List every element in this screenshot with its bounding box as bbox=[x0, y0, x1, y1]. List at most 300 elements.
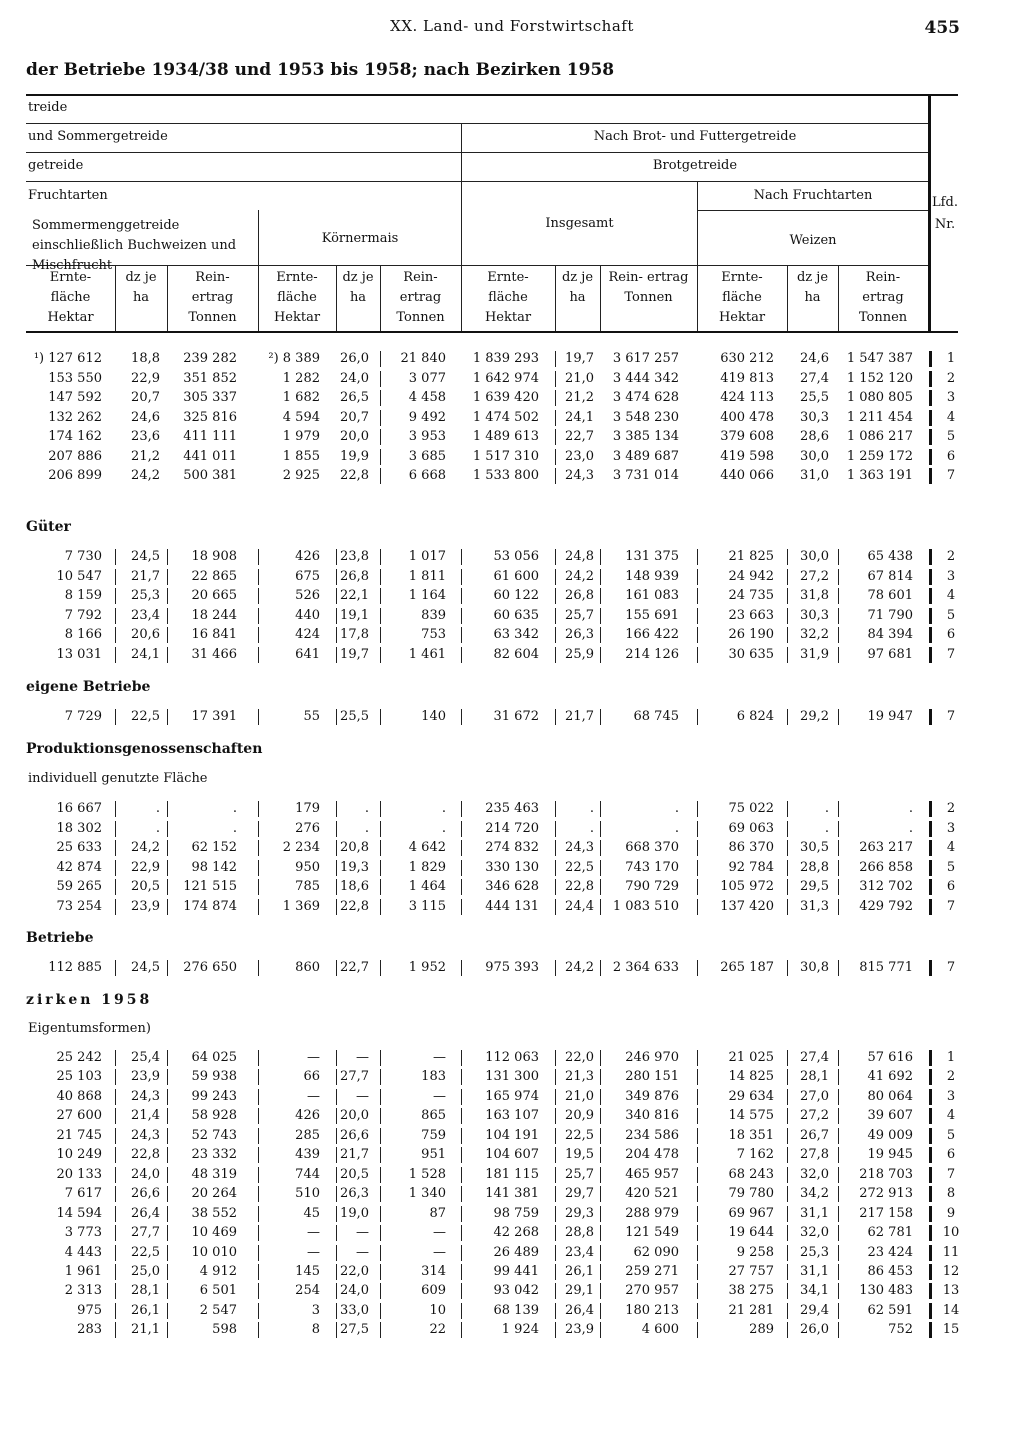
column-separator bbox=[461, 1303, 462, 1319]
column-separator bbox=[380, 1245, 381, 1261]
table-cell: 21,0 bbox=[565, 1088, 594, 1104]
column-separator bbox=[555, 960, 556, 976]
table-cell: 48 319 bbox=[191, 1166, 237, 1182]
column-separator bbox=[167, 1322, 168, 1338]
column-separator bbox=[555, 1186, 556, 1202]
table-cell: 183 bbox=[421, 1069, 446, 1085]
subheader-tons-0: Rein- ertrag Tonnen bbox=[188, 270, 237, 325]
column-separator bbox=[336, 1322, 337, 1338]
table-row bbox=[0, 567, 1024, 587]
column-separator bbox=[167, 1186, 168, 1202]
table-cell: 19,1 bbox=[340, 607, 369, 623]
column-separator bbox=[336, 801, 337, 817]
table-cell: 80 064 bbox=[867, 1088, 913, 1104]
column-separator bbox=[167, 1069, 168, 1085]
table-cell: 27 757 bbox=[728, 1263, 774, 1279]
column-separator bbox=[600, 627, 601, 643]
table-cell: 27 600 bbox=[56, 1108, 102, 1124]
row-number: 2 bbox=[946, 1069, 956, 1085]
table-cell: 41 692 bbox=[867, 1069, 913, 1085]
table-cell: 62 152 bbox=[191, 840, 237, 855]
table-row bbox=[0, 1204, 1024, 1224]
row-number: 5 bbox=[946, 607, 956, 623]
table-row bbox=[0, 1106, 1024, 1126]
table-cell: 235 463 bbox=[485, 801, 539, 816]
table-cell: 22,9 bbox=[131, 859, 160, 875]
column-separator bbox=[697, 1245, 698, 1261]
column-separator bbox=[697, 1128, 698, 1144]
table-cell: 27,2 bbox=[800, 568, 829, 584]
table-cell: 272 913 bbox=[859, 1186, 913, 1202]
table-cell: 22 bbox=[429, 1322, 446, 1338]
table-cell: 1 340 bbox=[408, 1186, 446, 1202]
table-cell: 21,7 bbox=[340, 1147, 369, 1163]
column-separator bbox=[787, 860, 788, 876]
table-cell: 3 685 bbox=[408, 448, 446, 464]
header-weizen: Weizen bbox=[789, 233, 837, 248]
column-separator bbox=[336, 1089, 337, 1105]
table-cell: 20,6 bbox=[131, 627, 160, 642]
table-cell: 26,4 bbox=[565, 1302, 594, 1318]
column-separator bbox=[167, 1167, 168, 1183]
table-cell: 66 bbox=[303, 1069, 320, 1085]
column-separator bbox=[336, 1264, 337, 1280]
column-separator bbox=[697, 960, 698, 976]
table-cell: 1 961 bbox=[64, 1263, 102, 1279]
column-separator bbox=[697, 860, 698, 876]
table-cell: 1 639 420 bbox=[472, 390, 539, 405]
column-separator bbox=[167, 1283, 168, 1299]
table-cell: 25 103 bbox=[56, 1069, 102, 1085]
row-number: 7 bbox=[946, 468, 956, 483]
table-cell: 99 243 bbox=[191, 1088, 237, 1104]
column-separator bbox=[115, 899, 116, 915]
column-separator bbox=[600, 1283, 601, 1299]
column-separator bbox=[600, 588, 601, 604]
table-cell: 69 967 bbox=[728, 1205, 774, 1221]
table-cell: 598 bbox=[212, 1322, 237, 1338]
column-separator bbox=[555, 899, 556, 915]
column-separator bbox=[838, 879, 839, 895]
column-separator bbox=[697, 1303, 698, 1319]
table-cell: 31 672 bbox=[493, 709, 539, 724]
table-cell: 31,3 bbox=[800, 898, 829, 914]
column-separator bbox=[461, 1186, 462, 1202]
table-cell: 1 083 510 bbox=[612, 898, 679, 914]
column-separator bbox=[115, 960, 116, 976]
table-row bbox=[0, 1087, 1024, 1107]
lfd-separator-bar bbox=[929, 860, 932, 876]
column-separator bbox=[167, 569, 168, 585]
table-cell: 31,0 bbox=[800, 468, 829, 483]
table-cell: 630 212 bbox=[720, 351, 774, 366]
column-separator bbox=[555, 390, 556, 406]
table-row bbox=[0, 1184, 1024, 1204]
column-separator bbox=[697, 569, 698, 585]
column-separator bbox=[461, 647, 462, 663]
header-brotgetreide: Brotgetreide bbox=[652, 158, 738, 173]
section-title-1: Güter bbox=[26, 519, 71, 535]
column-separator bbox=[838, 588, 839, 604]
table-cell: 20,9 bbox=[565, 1108, 594, 1124]
row-number: 2 bbox=[946, 801, 956, 816]
column-separator bbox=[838, 1264, 839, 1280]
column-separator bbox=[115, 879, 116, 895]
column-separator bbox=[838, 1147, 839, 1163]
table-cell: 67 814 bbox=[867, 568, 913, 584]
column-separator bbox=[380, 351, 381, 367]
row-number: 7 bbox=[946, 1166, 956, 1182]
section-title-3: Produktionsgenossenschaften bbox=[26, 741, 263, 757]
column-separator bbox=[461, 588, 462, 604]
table-cell: 1 924 bbox=[501, 1322, 539, 1338]
column-separator bbox=[600, 899, 601, 915]
column-separator bbox=[697, 647, 698, 663]
table-row bbox=[0, 1126, 1024, 1146]
table-cell: 27,7 bbox=[340, 1069, 369, 1085]
table-cell: 69 063 bbox=[728, 820, 774, 836]
table-cell: 31,8 bbox=[800, 588, 829, 603]
column-separator bbox=[787, 1206, 788, 1222]
table-cell: 246 970 bbox=[625, 1050, 679, 1065]
column-separator bbox=[115, 1108, 116, 1124]
table-cell: 744 bbox=[295, 1166, 320, 1182]
table-cell: 79 780 bbox=[728, 1186, 774, 1202]
running-head: XX. Land- und Forstwirtschaft bbox=[390, 17, 634, 35]
column-separator bbox=[787, 1303, 788, 1319]
table-cell: 4 912 bbox=[199, 1263, 237, 1279]
column-separator bbox=[336, 627, 337, 643]
column-separator bbox=[461, 709, 462, 725]
column-separator bbox=[600, 1167, 601, 1183]
column-separator bbox=[555, 1108, 556, 1124]
table-cell: 675 bbox=[295, 568, 320, 584]
table-cell: 10 010 bbox=[191, 1244, 237, 1260]
table-cell: 2 313 bbox=[64, 1283, 102, 1299]
table-cell: 7 617 bbox=[64, 1186, 102, 1202]
table-cell: 62 781 bbox=[867, 1225, 913, 1241]
column-separator bbox=[838, 1089, 839, 1105]
column-separator bbox=[115, 1206, 116, 1222]
table-row bbox=[0, 349, 1024, 369]
column-separator bbox=[600, 1069, 601, 1085]
column-separator bbox=[167, 1147, 168, 1163]
table-cell: 815 771 bbox=[859, 960, 913, 975]
column-separator bbox=[167, 1050, 168, 1066]
lfd-separator-bar bbox=[929, 1303, 932, 1319]
lfd-separator-bar bbox=[929, 569, 932, 585]
column-separator bbox=[167, 960, 168, 976]
table-cell: 21 281 bbox=[728, 1302, 774, 1318]
table-row bbox=[0, 466, 1024, 486]
table-cell: 424 bbox=[295, 627, 320, 642]
table-cell: 30,3 bbox=[800, 409, 829, 425]
page-number: 455 bbox=[924, 18, 960, 38]
column-separator bbox=[336, 569, 337, 585]
column-separator bbox=[115, 1050, 116, 1066]
lfd-separator-bar bbox=[929, 1128, 932, 1144]
column-separator bbox=[600, 821, 601, 837]
column-separator bbox=[461, 1147, 462, 1163]
lfd-separator-bar bbox=[929, 801, 932, 817]
column-separator bbox=[258, 840, 259, 856]
table-cell: 131 300 bbox=[485, 1069, 539, 1085]
table-cell: 25,3 bbox=[131, 588, 160, 603]
table-cell: 285 bbox=[295, 1127, 320, 1143]
table-cell: 22,8 bbox=[131, 1147, 160, 1163]
table-cell: 207 886 bbox=[48, 448, 102, 464]
table-cell: 18 351 bbox=[728, 1127, 774, 1143]
table-cell: 31,1 bbox=[800, 1205, 829, 1221]
table-cell: 93 042 bbox=[493, 1283, 539, 1299]
column-separator bbox=[838, 899, 839, 915]
column-separator bbox=[258, 627, 259, 643]
column-separator bbox=[838, 1245, 839, 1261]
table-cell: 22,0 bbox=[340, 1263, 369, 1279]
table-cell: 26,5 bbox=[340, 390, 369, 405]
subheader-yield-3: dz je ha bbox=[796, 270, 829, 305]
table-cell: 22,0 bbox=[565, 1050, 594, 1065]
column-separator bbox=[167, 608, 168, 624]
table-cell: 22,1 bbox=[340, 588, 369, 603]
table-cell: 23,8 bbox=[340, 549, 369, 564]
column-separator bbox=[838, 608, 839, 624]
lfd-separator-bar bbox=[929, 1264, 932, 1280]
subheader-area-2: Ernte- fläche Hektar bbox=[484, 270, 532, 325]
table-cell: 18,6 bbox=[340, 879, 369, 894]
column-separator bbox=[336, 879, 337, 895]
table-cell: 23,9 bbox=[565, 1322, 594, 1338]
table-cell: 20,8 bbox=[340, 840, 369, 855]
table-cell: 145 bbox=[295, 1263, 320, 1279]
table-cell: 34,1 bbox=[800, 1283, 829, 1299]
table-cell: 2 547 bbox=[199, 1302, 237, 1318]
table-cell: 23 332 bbox=[191, 1147, 237, 1163]
table-cell: — bbox=[307, 1244, 320, 1260]
lfd-separator-bar bbox=[929, 879, 932, 895]
column-separator bbox=[336, 821, 337, 837]
table-row bbox=[0, 427, 1024, 447]
table-row bbox=[0, 1320, 1024, 1340]
table-cell: 4 458 bbox=[408, 390, 446, 405]
table-cell: . bbox=[232, 801, 237, 816]
subheader-tons-1: Rein- ertrag Tonnen bbox=[396, 270, 445, 325]
column-separator bbox=[336, 608, 337, 624]
table-cell: 61 600 bbox=[493, 568, 539, 584]
column-separator bbox=[838, 709, 839, 725]
column-separator bbox=[380, 1264, 381, 1280]
column-separator bbox=[697, 1186, 698, 1202]
table-cell: 234 586 bbox=[625, 1127, 679, 1143]
table-cell: 951 bbox=[421, 1147, 446, 1163]
column-separator bbox=[838, 860, 839, 876]
table-cell: . bbox=[364, 801, 369, 816]
table-cell: 174 162 bbox=[48, 429, 102, 444]
table-cell: 86 453 bbox=[867, 1263, 913, 1279]
column-separator bbox=[258, 1206, 259, 1222]
column-separator bbox=[258, 1069, 259, 1085]
table-cell: 6 501 bbox=[199, 1283, 237, 1299]
column-separator bbox=[555, 840, 556, 856]
table-cell: 84 394 bbox=[867, 627, 913, 642]
table-cell: 975 bbox=[77, 1302, 102, 1318]
column-separator bbox=[787, 1167, 788, 1183]
column-separator bbox=[787, 1069, 788, 1085]
table-cell: 3 bbox=[311, 1302, 320, 1318]
row-number: 6 bbox=[946, 627, 956, 642]
column-separator bbox=[600, 1206, 601, 1222]
column-separator bbox=[787, 588, 788, 604]
table-cell: 7 792 bbox=[64, 607, 102, 623]
column-separator bbox=[258, 1147, 259, 1163]
table-cell: 21 840 bbox=[400, 351, 446, 366]
column-separator bbox=[697, 1167, 698, 1183]
column-separator bbox=[258, 1050, 259, 1066]
lfd-separator-bar bbox=[929, 627, 932, 643]
column-separator bbox=[380, 1283, 381, 1299]
column-separator bbox=[555, 449, 556, 465]
column-separator bbox=[838, 1322, 839, 1338]
table-cell: 32,2 bbox=[800, 627, 829, 642]
section-title-5: zirken 1958 bbox=[26, 992, 153, 1008]
column-separator bbox=[600, 1186, 601, 1202]
lfd-separator-bar bbox=[929, 840, 932, 856]
column-separator bbox=[697, 709, 698, 725]
column-separator bbox=[838, 1303, 839, 1319]
table-cell: 2 234 bbox=[282, 840, 320, 855]
table-cell: 180 213 bbox=[625, 1302, 679, 1318]
table-cell: 3 731 014 bbox=[612, 468, 679, 483]
table-cell: 20 133 bbox=[56, 1166, 102, 1182]
column-separator bbox=[600, 1128, 601, 1144]
row-number: 15 bbox=[942, 1322, 960, 1338]
column-separator bbox=[167, 627, 168, 643]
table-cell: 131 375 bbox=[625, 549, 679, 564]
column-separator bbox=[336, 1245, 337, 1261]
lfd-separator-bar bbox=[929, 449, 932, 465]
table-cell: 18 244 bbox=[191, 607, 237, 623]
table-cell: 1 533 800 bbox=[472, 468, 539, 483]
table-cell: 609 bbox=[421, 1283, 446, 1299]
table-cell: 839 bbox=[421, 607, 446, 623]
table-cell: 4 642 bbox=[408, 840, 446, 855]
table-cell: 27,4 bbox=[800, 1050, 829, 1065]
table-cell: 1 080 805 bbox=[846, 390, 913, 405]
column-separator bbox=[787, 1147, 788, 1163]
column-separator bbox=[336, 1186, 337, 1202]
lfd-separator-bar bbox=[929, 371, 932, 387]
table-cell: 24,2 bbox=[131, 840, 160, 855]
column-separator bbox=[115, 627, 116, 643]
table-cell: 4 443 bbox=[64, 1244, 102, 1260]
column-separator bbox=[167, 1128, 168, 1144]
table-cell: 27,5 bbox=[340, 1322, 369, 1338]
row-number: 13 bbox=[942, 1283, 960, 1299]
table-cell: 424 113 bbox=[720, 390, 774, 405]
column-separator bbox=[697, 879, 698, 895]
section-subtitle-5: Eigentumsformen) bbox=[28, 1021, 151, 1036]
table-cell: 214 126 bbox=[625, 646, 679, 662]
table-cell: 3 953 bbox=[408, 429, 446, 444]
column-separator bbox=[115, 1322, 116, 1338]
column-separator bbox=[258, 1186, 259, 1202]
table-cell: 29,5 bbox=[800, 879, 829, 894]
table-cell: 26 489 bbox=[493, 1244, 539, 1260]
table-cell: 21,2 bbox=[131, 448, 160, 464]
table-cell: 3 617 257 bbox=[612, 351, 679, 366]
column-separator bbox=[380, 371, 381, 387]
table-cell: 3 385 134 bbox=[612, 429, 679, 444]
column-separator bbox=[380, 468, 381, 484]
table-cell: 379 608 bbox=[720, 429, 774, 444]
table-cell: 82 604 bbox=[493, 646, 539, 662]
table-cell: 280 151 bbox=[625, 1069, 679, 1085]
table-row bbox=[0, 707, 1024, 727]
table-cell: 52 743 bbox=[191, 1127, 237, 1143]
table-cell: 419 598 bbox=[720, 448, 774, 464]
table-cell: 444 131 bbox=[485, 898, 539, 914]
row-number: 7 bbox=[946, 709, 956, 724]
table-cell: . bbox=[364, 820, 369, 836]
table-cell: 16 667 bbox=[56, 801, 102, 816]
column-separator bbox=[555, 860, 556, 876]
column-separator bbox=[600, 1303, 601, 1319]
table-row bbox=[0, 897, 1024, 917]
table-cell: 30,5 bbox=[800, 840, 829, 855]
table-cell: 87 bbox=[429, 1205, 446, 1221]
table-row bbox=[0, 586, 1024, 606]
row-number: 10 bbox=[942, 1225, 960, 1241]
column-separator bbox=[555, 1322, 556, 1338]
table-cell: 23,9 bbox=[131, 898, 160, 914]
row-number: 3 bbox=[946, 390, 956, 405]
table-cell: 112 885 bbox=[48, 960, 102, 975]
column-separator bbox=[787, 1089, 788, 1105]
column-separator bbox=[336, 1050, 337, 1066]
column-separator bbox=[380, 569, 381, 585]
column-separator bbox=[697, 1089, 698, 1105]
table-cell: 975 393 bbox=[485, 960, 539, 975]
column-separator bbox=[380, 429, 381, 445]
header-sommermenggetreide: Sommermenggetreide einschließlich Buchweizen und Mischfrucht bbox=[32, 218, 237, 273]
table-cell: 2 364 633 bbox=[612, 960, 679, 975]
table-cell: 28,1 bbox=[131, 1283, 160, 1299]
column-separator bbox=[555, 351, 556, 367]
table-cell: 23 424 bbox=[867, 1244, 913, 1260]
column-separator bbox=[380, 1167, 381, 1183]
lfd-separator-bar bbox=[929, 1283, 932, 1299]
table-cell: 24,4 bbox=[565, 898, 594, 914]
column-separator bbox=[380, 410, 381, 426]
column-separator bbox=[600, 1089, 601, 1105]
column-separator bbox=[336, 1206, 337, 1222]
table-row bbox=[0, 645, 1024, 665]
column-separator bbox=[258, 821, 259, 837]
table-cell: 75 022 bbox=[728, 801, 774, 816]
column-separator bbox=[115, 821, 116, 837]
table-cell: . bbox=[674, 801, 679, 816]
lfd-separator-bar bbox=[929, 468, 932, 484]
table-cell: 27,2 bbox=[800, 1108, 829, 1124]
table-row bbox=[0, 408, 1024, 428]
table-cell: 105 972 bbox=[720, 879, 774, 894]
table-cell: 18 908 bbox=[191, 549, 237, 564]
table-row bbox=[0, 799, 1024, 819]
column-separator bbox=[697, 1322, 698, 1338]
table-row bbox=[0, 606, 1024, 626]
column-separator bbox=[115, 549, 116, 565]
header-rule-1 bbox=[26, 123, 928, 124]
